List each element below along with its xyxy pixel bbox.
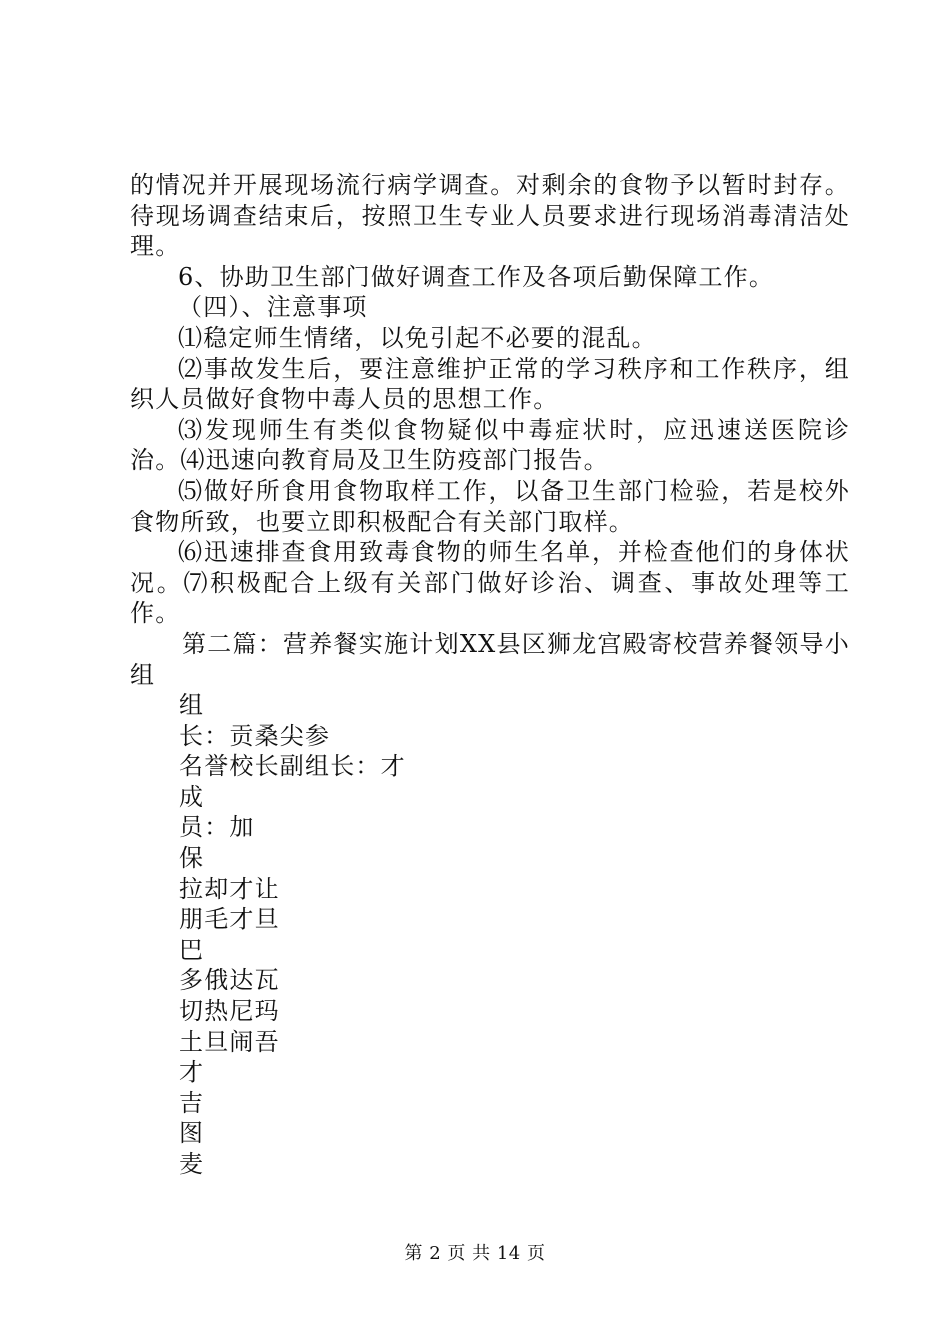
roster-line: 吉 (179, 1088, 205, 1117)
roster-line: 长：贡桑尖参 (179, 721, 331, 750)
document-body (130, 170, 850, 1180)
note-5: ⑸做好所食用食物取样工作，以备卫生部门检验，若是校外食物所致，也要立即积极配合有关部门取样。 (130, 476, 850, 536)
page-footer (0, 1242, 950, 1266)
roster-line: 土旦闹吾 (179, 1027, 280, 1056)
roster-line: 拉却才让 (179, 874, 280, 903)
roster-line: 切热尼玛 (179, 997, 280, 1026)
section-heading-notes: （四）、注意事项 (178, 293, 368, 322)
paragraph-investigation: 的情况并开展现场流行病学调查。对剩余的食物予以暂时封存。待现场调查结束后，按照卫生专业人员要求进行现场消毒清洁处理。 (130, 171, 850, 261)
roster-line: 成 (179, 782, 205, 811)
roster-line: 才 (179, 1058, 205, 1087)
roster-line: 名誉校长副组长：才 (179, 752, 406, 781)
chapter-two-heading: 第二篇：营养餐实施计划XX县区狮龙宫殿寄校营养餐领导小组 (130, 629, 850, 689)
roster-line: 员：加 (179, 813, 255, 842)
note-2: ⑵事故发生后，要注意维护正常的学习秩序和工作秩序，组织人员做好食物中毒人员的思想工作。 (130, 354, 850, 414)
roster-line: 图 (179, 1119, 205, 1148)
note-3-4: ⑶发现师生有类似食物疑似中毒症状时，应迅速送医院诊治。⑷迅速向教育局及卫生防疫部门报告。 (130, 415, 850, 475)
roster-line: 多俄达瓦 (179, 966, 280, 995)
note-1: ⑴稳定师生情绪，以免引起不必要的混乱。 (178, 323, 657, 352)
roster-line: 麦 (179, 1150, 205, 1178)
paragraph-item-6: 6、协助卫生部门做好调查工作及各项后勤保障工作。 (178, 262, 775, 291)
roster-line: 朋毛才旦 (179, 905, 280, 934)
page-number-label: 第 2 页 共 14 页 (404, 1243, 546, 1264)
leadership-roster (130, 690, 850, 1180)
roster-line: 组 (179, 691, 205, 720)
roster-line: 巴 (179, 935, 205, 964)
roster-line: 保 (179, 844, 205, 873)
note-6-7: ⑹迅速排查食用致毒食物的师生名单，并检查他们的身体状况。⑺积极配合上级有关部门做好诊治、调查、事故处理等工作。 (130, 538, 850, 628)
